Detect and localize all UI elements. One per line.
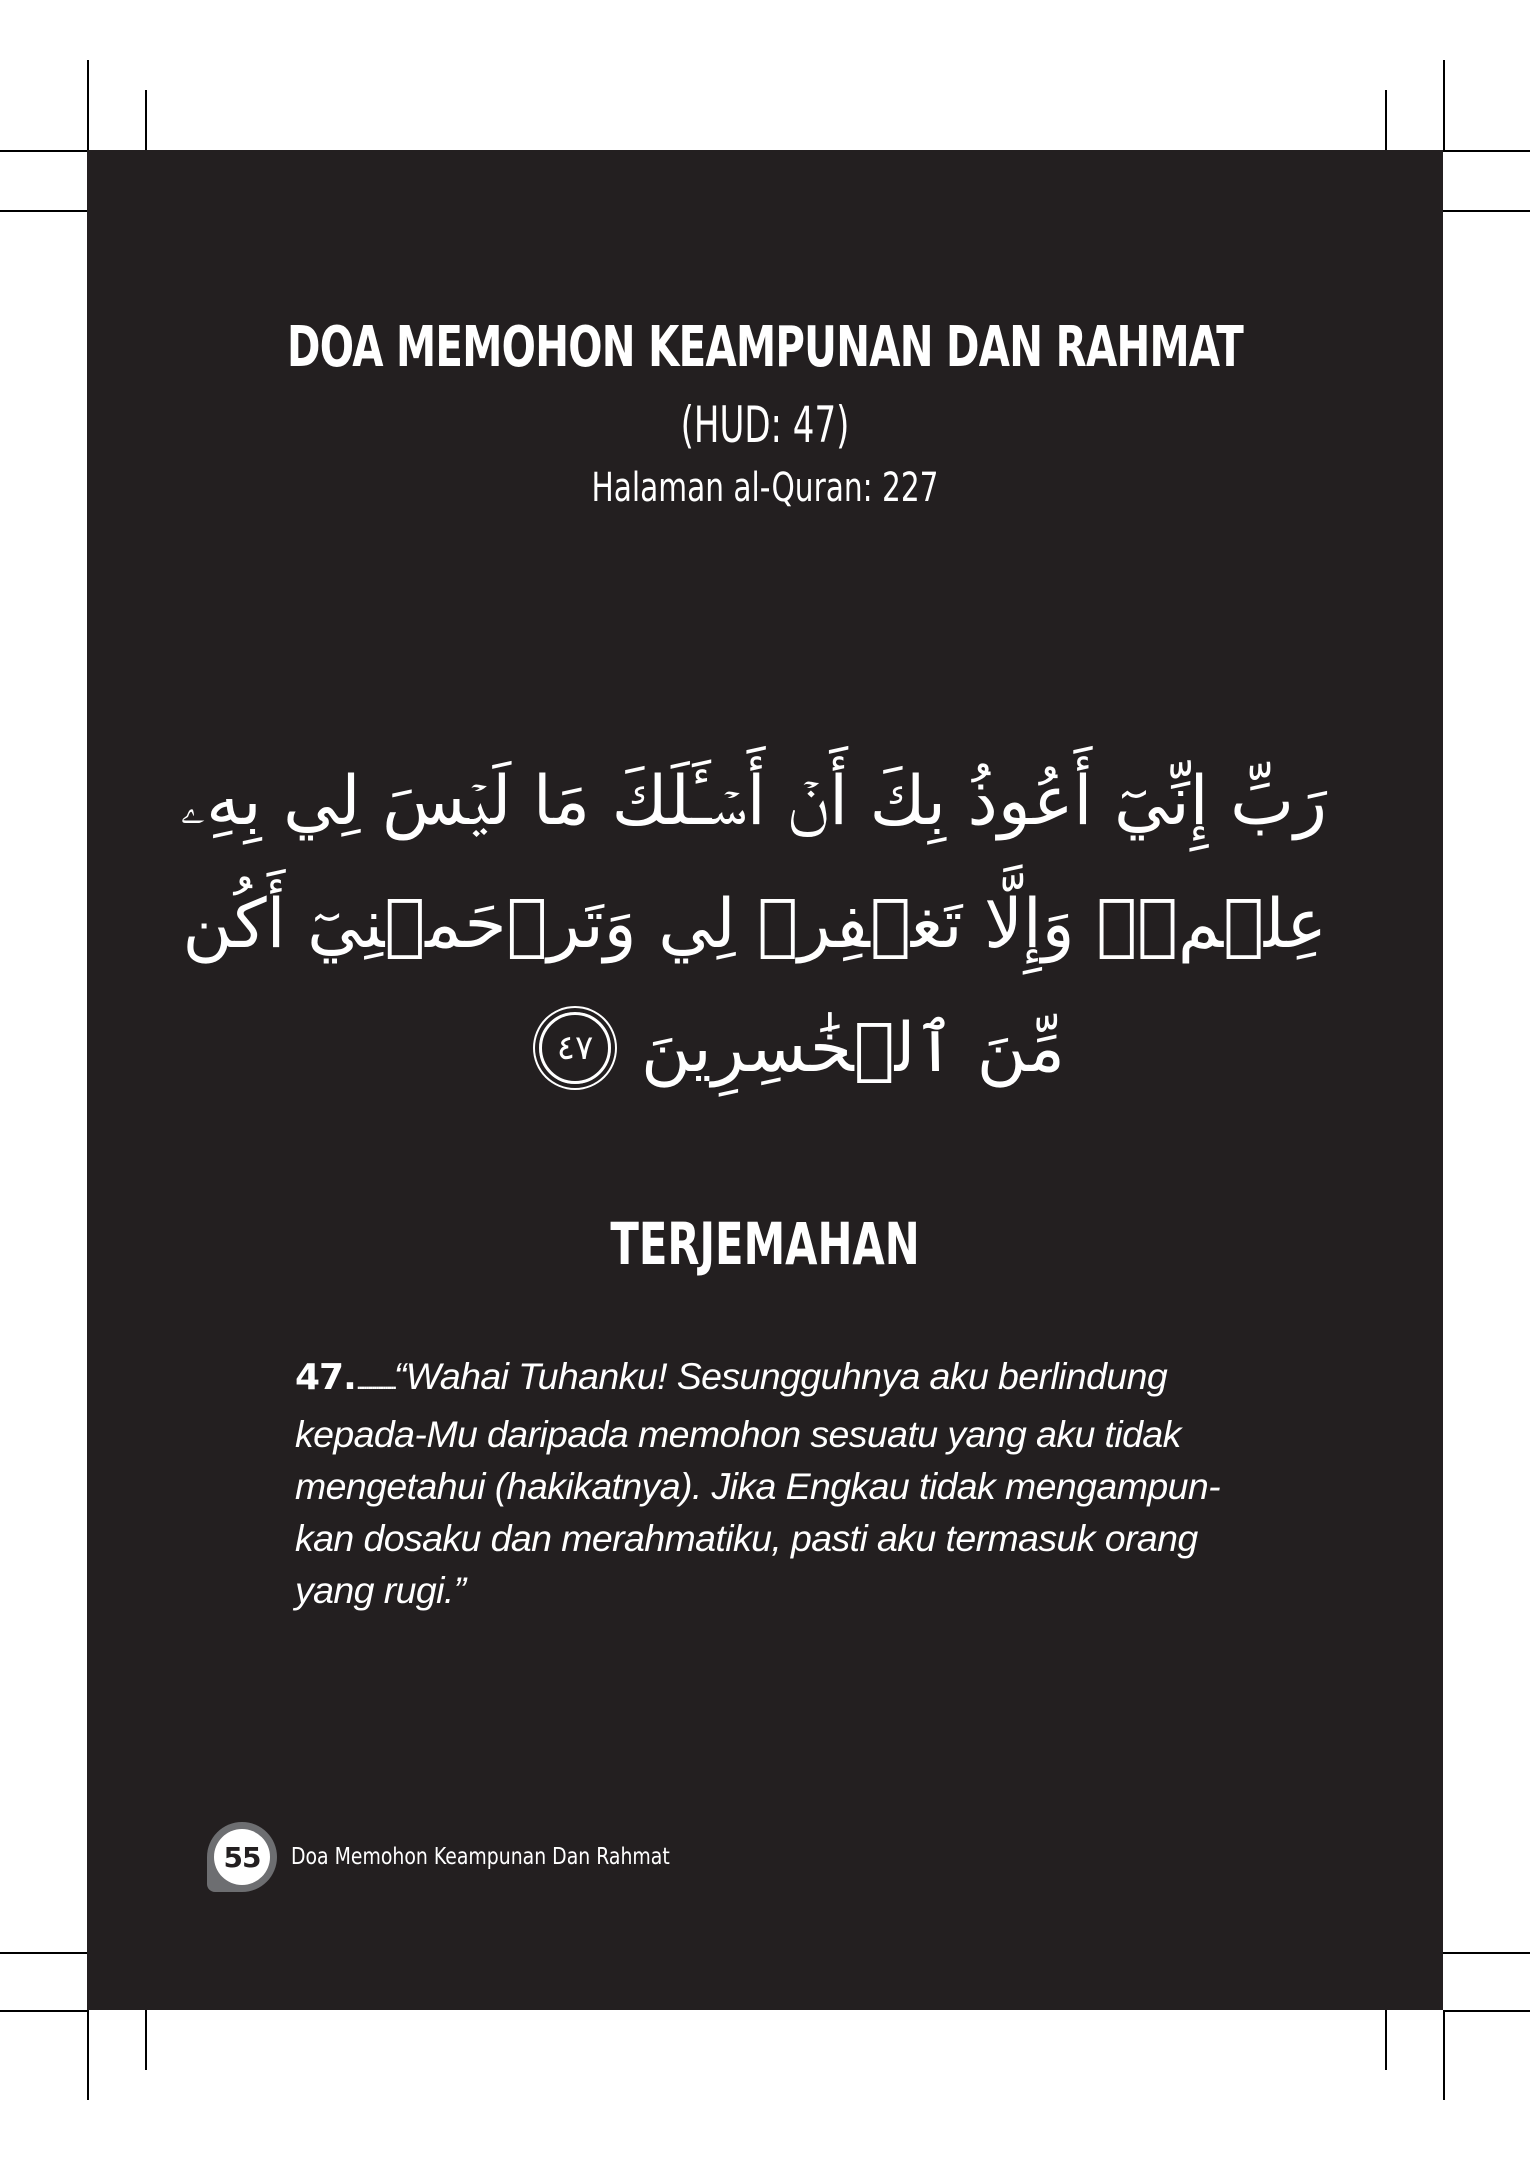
- crop-mark: [87, 2010, 89, 2100]
- crop-mark: [1443, 60, 1445, 150]
- crop-mark: [0, 150, 87, 152]
- surah-reference: (HUD: 47): [680, 396, 850, 454]
- translation-text: “Wahai Tuhanku! Sesungguhnya aku berlindung kepada-Mu daripada memohon sesuatu yang aku tidak mengetahui (hakikatnya). Jika Engkau tidak mengampun-kan dosaku dan merahmatiku, pasti aku termasuk orang yang rugi.”: [295, 1355, 1220, 1611]
- running-title: Doa Memohon Keampunan Dan Rahmat: [291, 1844, 670, 1870]
- crop-mark: [1443, 2010, 1445, 2100]
- page-number: 55: [214, 1829, 270, 1885]
- crop-mark: [145, 2010, 147, 2070]
- crop-mark: [0, 2010, 87, 2012]
- crop-mark: [1443, 210, 1530, 212]
- verse-number: 47.: [295, 1357, 356, 1398]
- crop-mark: [1385, 2010, 1387, 2070]
- arabic-verse-line-3: [277, 1008, 1327, 1088]
- translation-paragraph: [295, 1350, 1245, 1616]
- translation-heading: TERJEMAHAN: [610, 1210, 920, 1278]
- crop-mark: [145, 90, 147, 150]
- ayah-number-marker: [539, 1012, 611, 1084]
- arabic-verse-line-1: رَبِّ إِنِّيٓ أَعُوذُ بِكَ أَنۡ أَسۡـَٔلَكَ مَا لَيۡسَ لِي بِهِۦ: [180, 762, 1327, 841]
- arabic-verse-text: مِّنَ ٱلۡخَٰسِرِينَ: [641, 1009, 1065, 1088]
- page: [87, 150, 1443, 2010]
- quran-page-reference: Halaman al-Quran: 227: [591, 465, 939, 511]
- ayah-number: ٤٧: [556, 1028, 594, 1068]
- page-number-badge: [207, 1822, 277, 1892]
- page-title: DOA MEMOHON KEAMPUNAN DAN RAHMAT: [286, 315, 1244, 380]
- page-footer: [207, 1822, 753, 1892]
- crop-mark: [87, 60, 89, 150]
- crop-mark: [1443, 150, 1530, 152]
- crop-mark: [0, 210, 87, 212]
- crop-mark: [1443, 2010, 1530, 2012]
- crop-mark: [1443, 1952, 1530, 1954]
- crop-mark: [1385, 90, 1387, 150]
- arabic-verse-line-2: عِلۡمٞۖ وَإِلَّا تَغۡفِرۡ لِي وَتَرۡحَمۡنِيٓ أَكُن: [182, 885, 1327, 964]
- crop-mark: [0, 1952, 87, 1954]
- dot-leader: ..................: [355, 1369, 394, 1394]
